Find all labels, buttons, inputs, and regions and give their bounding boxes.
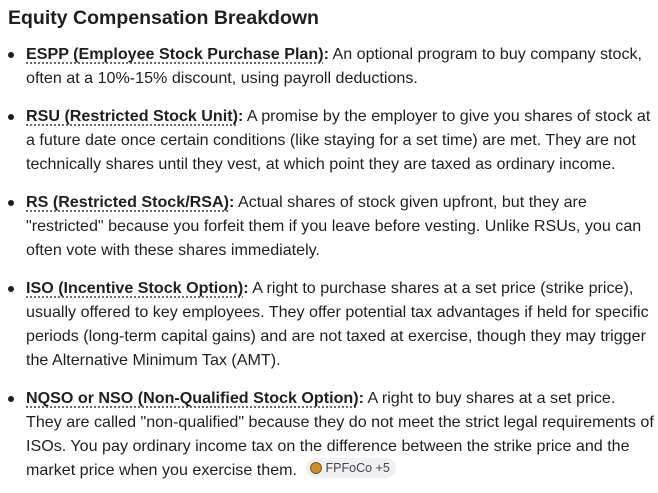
term-nqso[interactable]: NQSO or NSO (Non-Qualified Stock Option) bbox=[26, 389, 359, 407]
bullet-icon bbox=[8, 286, 14, 292]
item-description: A right to purchase shares at a set price (strike price), usually offered to key employees. They offer potential tax advantages if held for specific periods (long-term capital gains) and are not taxed at exercise, though they may trigger the Alternative Minimum Tax (AMT). bbox=[26, 279, 649, 369]
list-item-nqso bbox=[8, 386, 654, 482]
source-chip[interactable] bbox=[306, 458, 396, 478]
bullet-icon bbox=[8, 200, 14, 206]
definition-list bbox=[8, 42, 654, 482]
list-item-iso bbox=[8, 276, 654, 372]
bullet-icon bbox=[8, 114, 14, 120]
source-favicon-icon bbox=[310, 462, 322, 474]
list-item-rsu bbox=[8, 104, 654, 176]
item-description: A promise by the employer to give you shares of stock at a future date once certain conditions (like staying for a set time) are met. They are not technically shares until they vest, at which point they are taxed as ordinary income. bbox=[26, 107, 651, 173]
page-title: Equity Compensation Breakdown bbox=[8, 7, 319, 29]
source-chip-label: FPFoCo +5 bbox=[325, 461, 390, 475]
item-description: A right to buy shares at a set price. They are called "non-qualified" because they do not meet the strict legal requirements of ISOs. You pay ordinary income tax on the difference between the strike price and the market price when you exercise them. bbox=[26, 389, 654, 479]
term-rsu[interactable]: RSU (Restricted Stock Unit) bbox=[26, 107, 238, 125]
term-iso[interactable]: ISO (Incentive Stock Option) bbox=[26, 279, 244, 297]
bullet-icon bbox=[8, 396, 14, 402]
item-description: Actual shares of stock given upfront, but they are "restricted" because you forfeit them if you leave before vesting. Unlike RSUs, you can often vote with these shares immediately. bbox=[26, 193, 642, 259]
term-colon: : bbox=[358, 389, 364, 407]
term-rs[interactable]: RS (Restricted Stock/RSA) bbox=[26, 193, 230, 211]
list-item-rs bbox=[8, 190, 654, 262]
term-colon: : bbox=[243, 279, 249, 297]
term-espp[interactable]: ESPP (Employee Stock Purchase Plan) bbox=[26, 45, 324, 63]
item-description: An optional program to buy company stock, often at a 10%-15% discount, using payroll deductions. bbox=[26, 45, 643, 87]
term-colon: : bbox=[237, 107, 244, 125]
bullet-icon bbox=[8, 52, 14, 58]
term-colon: : bbox=[323, 45, 329, 63]
list-item-espp bbox=[8, 42, 654, 90]
term-colon: : bbox=[229, 193, 235, 211]
